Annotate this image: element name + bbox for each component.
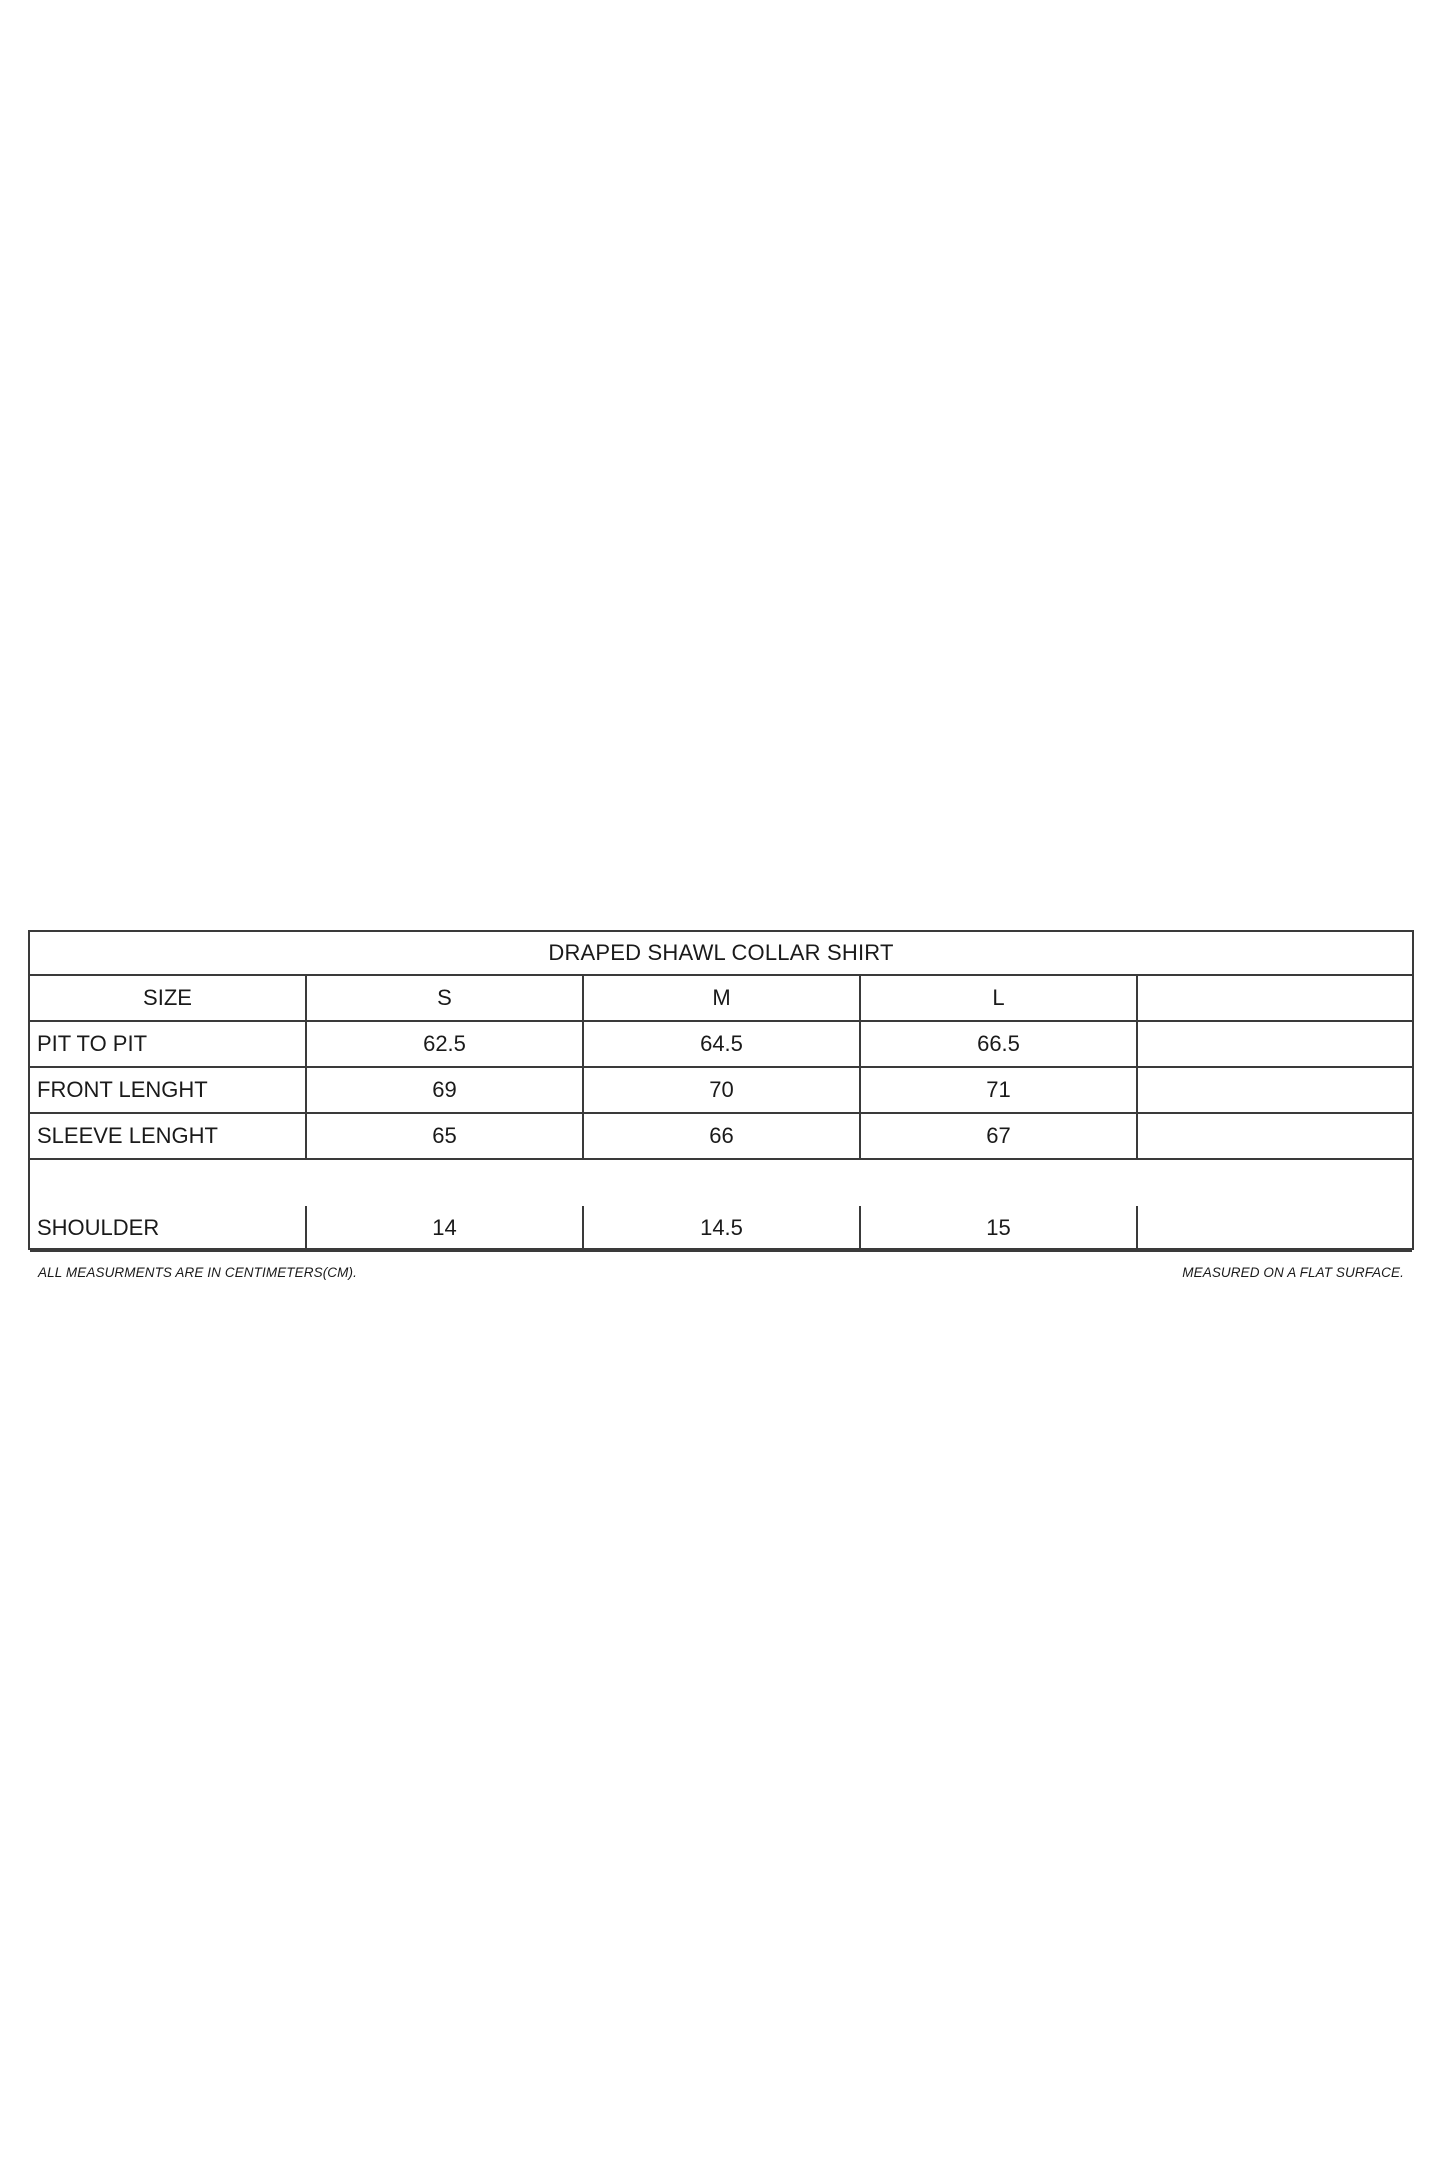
row-value: 70 bbox=[584, 1068, 861, 1114]
row-value: 67 bbox=[861, 1114, 1138, 1160]
row-value: 65 bbox=[307, 1114, 584, 1160]
size-grid-last-row bbox=[30, 1206, 1412, 1252]
row-label: PIT TO PIT bbox=[30, 1022, 307, 1068]
row-label: SLEEVE LENGHT bbox=[30, 1114, 307, 1160]
chart-footer bbox=[30, 1252, 1412, 1293]
row-value: 14.5 bbox=[584, 1206, 861, 1252]
row-value: 62.5 bbox=[307, 1022, 584, 1068]
header-cell-l: L bbox=[861, 976, 1138, 1022]
header-cell-empty bbox=[1138, 976, 1412, 1022]
row-value-empty bbox=[1138, 1022, 1412, 1068]
header-cell-m: M bbox=[584, 976, 861, 1022]
row-label: SHOULDER bbox=[30, 1206, 307, 1252]
row-value: 15 bbox=[861, 1206, 1138, 1252]
row-value-empty bbox=[1138, 1068, 1412, 1114]
header-cell-size: SIZE bbox=[30, 976, 307, 1022]
row-value: 66.5 bbox=[861, 1022, 1138, 1068]
footer-note-method: MEASURED ON A FLAT SURFACE. bbox=[1182, 1265, 1404, 1280]
row-value: 14 bbox=[307, 1206, 584, 1252]
size-chart-table bbox=[28, 930, 1414, 1280]
chart-title: DRAPED SHAWL COLLAR SHIRT bbox=[30, 932, 1412, 976]
row-label: FRONT LENGHT bbox=[30, 1068, 307, 1114]
row-value-empty bbox=[1138, 1206, 1412, 1252]
row-value: 71 bbox=[861, 1068, 1138, 1114]
footer-note-units: ALL MEASURMENTS ARE IN CENTIMETERS(CM). bbox=[38, 1265, 357, 1280]
row-value-empty bbox=[1138, 1114, 1412, 1160]
header-cell-s: S bbox=[307, 976, 584, 1022]
row-value: 69 bbox=[307, 1068, 584, 1114]
row-value: 66 bbox=[584, 1114, 861, 1160]
row-value: 64.5 bbox=[584, 1022, 861, 1068]
size-grid bbox=[30, 976, 1412, 1206]
